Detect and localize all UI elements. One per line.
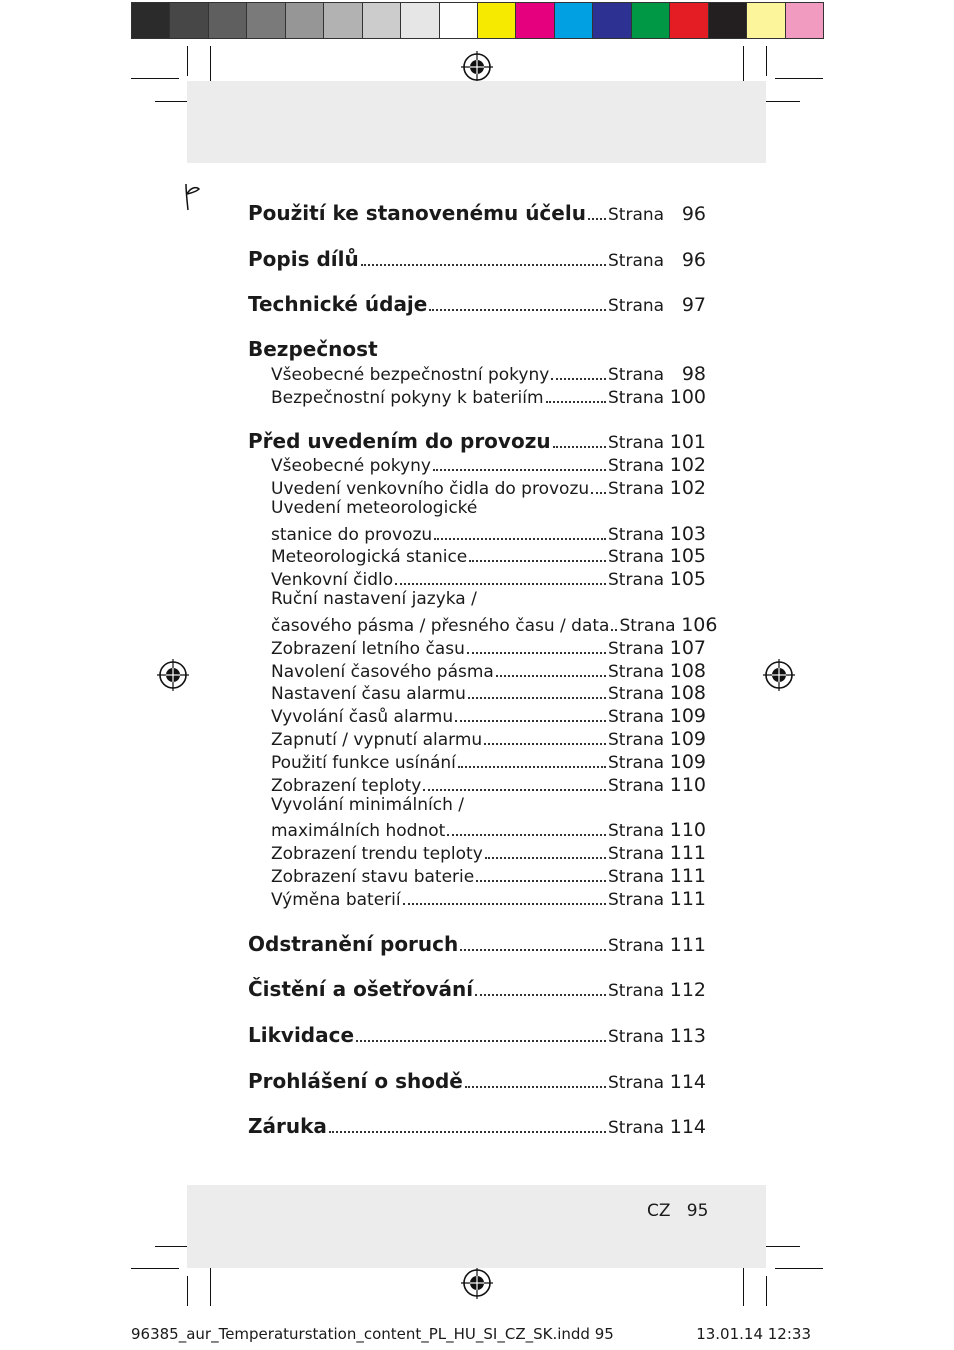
toc-section-heading: Bezpečnost — [248, 337, 378, 361]
toc-page-prefix: Strana — [608, 776, 665, 796]
toc-sub-entry — [248, 543, 706, 567]
toc-leader-dots — [469, 560, 606, 562]
toc-page-number: 97 — [681, 294, 706, 316]
toc-page-number: 112 — [669, 979, 706, 1001]
color-swatch — [515, 2, 554, 39]
registration-mark-icon — [763, 659, 795, 691]
toc-page-prefix: Strana — [608, 1027, 665, 1047]
toc-entry-label: Použití funkce usínání — [271, 753, 456, 773]
toc-entry-label: Všeobecné bezpečnostní pokyny — [271, 365, 550, 385]
toc-page-number: 114 — [669, 1071, 706, 1093]
registration-mark-icon — [157, 659, 189, 691]
toc-entry-label: Technické údaje — [248, 292, 428, 316]
toc-page-prefix: Strana — [608, 844, 665, 864]
header-band — [187, 81, 766, 163]
toc-entry-label: časového pásma / přesného času / data — [271, 616, 610, 636]
toc-page-number: 114 — [669, 1116, 706, 1138]
toc-leader-dots — [403, 903, 606, 905]
toc-page-prefix: Strana — [608, 433, 665, 453]
language-code: CZ — [647, 1201, 671, 1221]
toc-page-prefix: Strana — [608, 753, 665, 773]
slug-filename: 96385_aur_Temperaturstation_content_PL_HU_SI_CZ_SK.indd 95 — [131, 1325, 614, 1343]
toc-leader-dots — [546, 401, 606, 403]
toc-sub-entry — [248, 658, 706, 682]
toc-leader-dots — [447, 834, 606, 836]
toc-leader-dots — [356, 1040, 606, 1042]
toc-page-number: 96 — [681, 203, 706, 225]
toc-entry-label: Nastavení času alarmu — [271, 684, 466, 704]
color-swatch — [669, 2, 708, 39]
toc-entry-label: stanice do provozu — [271, 525, 433, 545]
toc-page-prefix: Strana — [608, 981, 665, 1001]
toc-leader-dots — [553, 446, 606, 448]
toc-entry-label: Navolení časového pásma — [271, 662, 494, 682]
color-swatch — [131, 2, 170, 39]
color-swatch — [169, 2, 208, 39]
toc-page-prefix: Strana — [608, 205, 665, 225]
toc-sub-entry — [248, 384, 706, 408]
toc-page-prefix: Strana — [608, 867, 665, 887]
toc-sub-entry — [248, 521, 706, 545]
toc-main-entry — [248, 429, 706, 453]
toc-leader-dots — [329, 1131, 606, 1133]
toc-entry-label: Uvedení venkovního čidla do provozu — [271, 479, 590, 499]
toc-entry-label: Před uvedením do provozu — [248, 429, 551, 453]
page-number-value: 95 — [686, 1201, 709, 1221]
toc-page-number: 109 — [669, 751, 706, 773]
toc-entry-label: Meteorologická stanice — [271, 547, 468, 567]
toc-entry-text: Vyvolání minimálních / — [271, 795, 464, 815]
toc-sub-entry — [248, 635, 706, 659]
color-swatch — [554, 2, 593, 39]
toc-sub-entry — [248, 703, 706, 727]
toc-leader-dots — [455, 720, 606, 722]
color-swatch — [477, 2, 516, 39]
toc-sub-entry — [248, 817, 706, 841]
toc-sub-entry — [248, 680, 706, 704]
toc-leader-dots — [588, 218, 606, 220]
toc-entry-text: Ruční nastavení jazyka / — [271, 589, 477, 609]
color-swatch — [746, 2, 785, 39]
toc-entry-label: Zapnutí / vypnutí alarmu — [271, 730, 483, 750]
toc-leader-dots — [591, 492, 606, 494]
toc-page-number: 110 — [669, 819, 706, 841]
toc-sub-entry — [248, 726, 706, 750]
toc-page-prefix: Strana — [619, 616, 676, 636]
toc-leader-dots — [429, 309, 606, 311]
color-swatch — [362, 2, 401, 39]
toc-main-entry — [248, 932, 706, 956]
toc-leader-dots — [476, 880, 606, 882]
toc-page-number: 110 — [669, 774, 706, 796]
toc-entry-label: Bezpečnostní pokyny k bateriím — [271, 388, 544, 408]
toc-leader-dots — [496, 675, 606, 677]
toc-page-number: 107 — [669, 637, 706, 659]
toc-sub-entry — [248, 886, 706, 910]
toc-page-prefix: Strana — [608, 890, 665, 910]
toc-entry-text: Uvedení meteorologické — [271, 498, 478, 518]
color-swatch — [785, 2, 824, 39]
toc-page-number: 105 — [669, 545, 706, 567]
toc-sub-entry — [248, 361, 706, 385]
toc-leader-dots — [484, 743, 606, 745]
toc-leader-dots — [465, 1086, 606, 1088]
toc-entry-label: maximálních hodnot — [271, 821, 446, 841]
toc-entry-label: Výměna baterií — [271, 890, 401, 910]
page-number — [647, 1201, 708, 1221]
toc-sub-entry — [248, 863, 706, 887]
color-swatch — [208, 2, 247, 39]
toc-entry-label: Všeobecné pokyny — [271, 456, 431, 476]
toc-main-entry — [248, 977, 706, 1001]
toc-leader-dots — [475, 994, 606, 996]
toc-sub-entry — [248, 452, 706, 476]
toc-entry-label: Záruka — [248, 1114, 327, 1138]
toc-entry-label: Vyvolání časů alarmu — [271, 707, 454, 727]
toc-page-prefix: Strana — [608, 1073, 665, 1093]
toc-page-prefix: Strana — [608, 296, 665, 316]
print-slug — [131, 1325, 811, 1343]
color-calibration-bar — [131, 2, 823, 39]
toc-page-prefix: Strana — [608, 1118, 665, 1138]
toc-page-number: 111 — [669, 888, 706, 910]
toc-entry-label: Venkovní čidlo — [271, 570, 394, 590]
toc-page-prefix: Strana — [608, 936, 665, 956]
toc-entry-label: Zobrazení trendu teploty — [271, 844, 483, 864]
toc-page-prefix: Strana — [608, 570, 665, 590]
toc-page-prefix: Strana — [608, 525, 665, 545]
toc-page-number: 96 — [681, 249, 706, 271]
toc-sub-entry — [248, 840, 706, 864]
toc-sub-entry — [248, 612, 718, 636]
toc-page-number: 103 — [669, 523, 706, 545]
toc-page-number: 98 — [681, 363, 706, 385]
slug-date: 13.01.14 12:33 — [696, 1325, 811, 1343]
toc-leader-dots — [361, 264, 606, 266]
toc-page-number: 111 — [669, 865, 706, 887]
toc-leader-dots — [423, 789, 606, 791]
registration-mark-icon — [461, 1267, 493, 1299]
toc-page-number: 105 — [669, 568, 706, 590]
toc-page-number: 102 — [669, 477, 706, 499]
toc-main-entry — [248, 1114, 706, 1138]
toc-page-number: 102 — [669, 454, 706, 476]
toc-main-entry — [248, 201, 706, 225]
toc-leader-dots — [467, 652, 606, 654]
toc-leader-dots — [551, 378, 606, 380]
toc-page-prefix: Strana — [608, 662, 665, 682]
toc-page-prefix: Strana — [608, 479, 665, 499]
toc-leader-dots — [434, 538, 606, 540]
color-swatch — [631, 2, 670, 39]
toc-page-prefix: Strana — [608, 365, 665, 385]
toc-entry-label: Odstranění poruch — [248, 932, 459, 956]
toc-sub-entry — [248, 566, 706, 590]
toc-entry-label: Zobrazení letního času — [271, 639, 465, 659]
toc-main-entry — [248, 1069, 706, 1093]
toc-entry-label: Zobrazení teploty — [271, 776, 422, 796]
toc-page-prefix: Strana — [608, 251, 665, 271]
registration-mark-icon — [461, 51, 493, 83]
toc-page-number: 100 — [669, 386, 706, 408]
toc-entry-label: Popis dílů — [248, 247, 359, 271]
toc-sub-entry — [248, 749, 706, 773]
toc-page-number: 108 — [669, 682, 706, 704]
toc-page-number: 109 — [669, 705, 706, 727]
toc-leader-dots — [468, 697, 606, 699]
toc-page-number: 109 — [669, 728, 706, 750]
toc-main-entry — [248, 247, 706, 271]
toc-page-number: 111 — [669, 934, 706, 956]
toc-page-prefix: Strana — [608, 707, 665, 727]
toc-page-prefix: Strana — [608, 547, 665, 567]
toc-leader-dots — [485, 857, 606, 859]
toc-page-number: 113 — [669, 1025, 706, 1047]
footer-band — [187, 1185, 766, 1268]
toc-entry-label: Likvidace — [248, 1023, 355, 1047]
toc-sub-entry — [248, 772, 706, 796]
color-swatch — [592, 2, 631, 39]
color-swatch — [246, 2, 285, 39]
toc-leader-dots — [433, 469, 606, 471]
toc-page-prefix: Strana — [608, 684, 665, 704]
toc-page-number: 111 — [669, 842, 706, 864]
toc-sub-entry — [248, 475, 706, 499]
color-swatch — [439, 2, 478, 39]
toc-leader-dots — [458, 766, 606, 768]
toc-page-prefix: Strana — [608, 456, 665, 476]
toc-page-prefix: Strana — [608, 730, 665, 750]
toc-leader-dots — [395, 583, 606, 585]
toc-main-entry — [248, 1023, 706, 1047]
toc-entry-label: Zobrazení stavu baterie — [271, 867, 475, 887]
toc-page-prefix: Strana — [608, 639, 665, 659]
toc-main-entry — [248, 292, 706, 316]
toc-entry-label: Čistění a ošetřování — [248, 977, 474, 1001]
toc-leader-dots — [460, 949, 606, 951]
toc-page-number: 108 — [669, 660, 706, 682]
toc-entry-label: Použití ke stanovenému účelu — [248, 201, 586, 225]
color-swatch — [708, 2, 747, 39]
color-swatch — [400, 2, 439, 39]
toc-page-prefix: Strana — [608, 821, 665, 841]
color-swatch — [323, 2, 362, 39]
color-swatch — [285, 2, 324, 39]
toc-page-number: 101 — [669, 431, 706, 453]
toc-page-prefix: Strana — [608, 388, 665, 408]
toc-page-number: 106 — [681, 614, 718, 636]
scissors-icon — [180, 182, 202, 212]
toc-entry-label: Prohlášení o shodě — [248, 1069, 463, 1093]
